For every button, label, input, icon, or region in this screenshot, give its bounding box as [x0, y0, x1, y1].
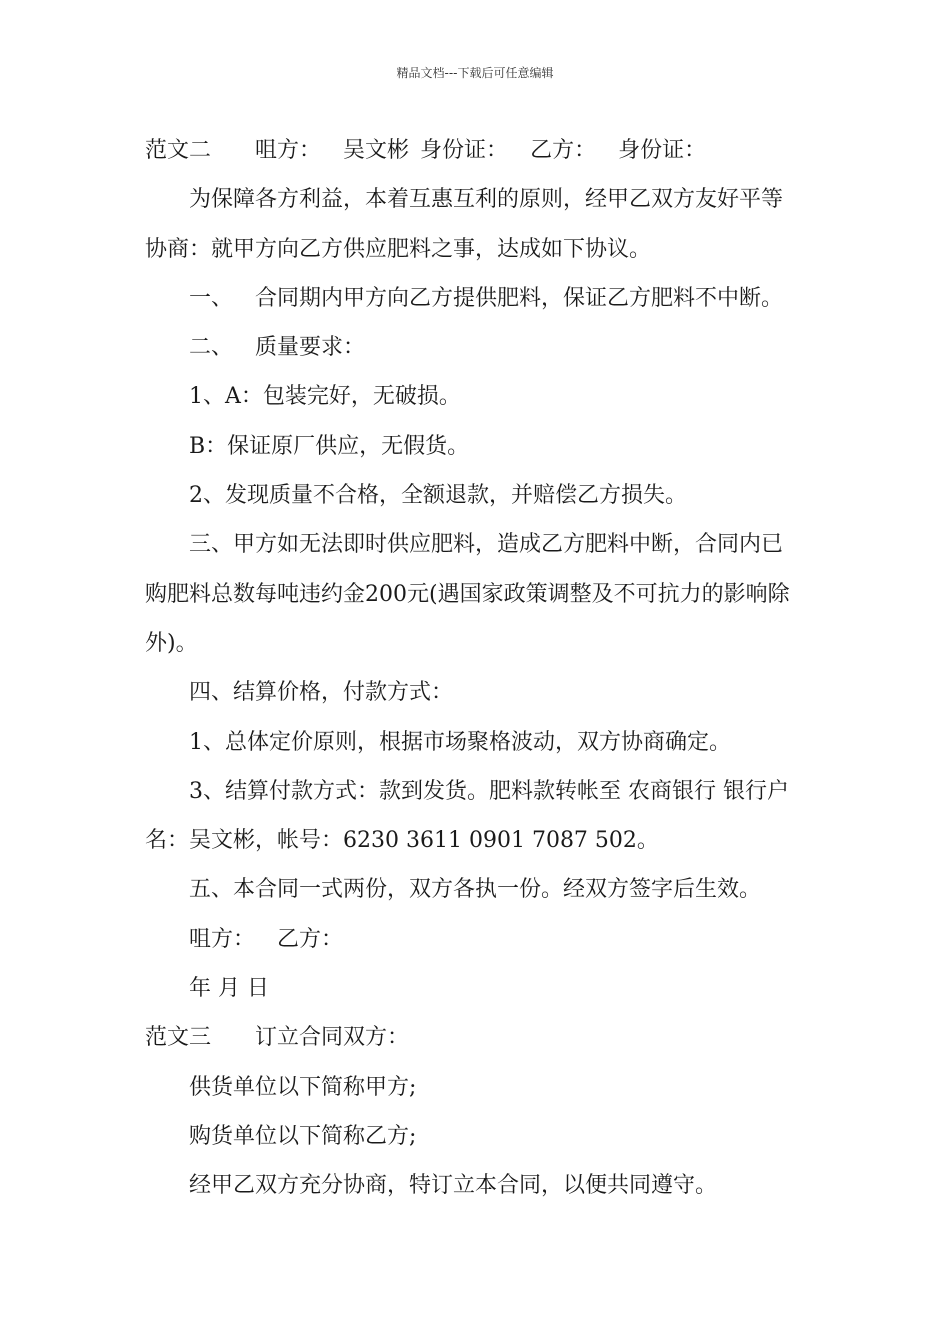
clause-2-text: 质量要求： — [255, 335, 366, 361]
fanwen3-parties-label: 订立合同双方： — [255, 1025, 410, 1051]
clause-2-item-2: 2、发现质量不合格，全额退款，并赔偿乙方损失。 — [189, 483, 687, 509]
clause-4-item-3-line-1: 3、结算付款方式：款到发货。肥料款转帐至 农商银行 银行户 — [189, 778, 789, 804]
date-line: 年 月 日 — [189, 976, 269, 1002]
fanwen3-preamble: 经甲乙双方充分协商，特订立本合同，以便共同遵守。 — [189, 1173, 718, 1199]
clause-1-number: 一、 — [189, 285, 234, 311]
clause-1 — [145, 274, 807, 323]
clause-4-item-3-line-2: 名：吴文彬，帐号：6230 3611 0901 7087 502。 — [145, 828, 659, 854]
supplier-definition: 供货单位以下简称甲方; — [189, 1074, 417, 1100]
party-a-id-label: 身份证： — [420, 138, 509, 163]
clause-2-item-1a: 1、A：包装完好，无破损。 — [189, 384, 461, 410]
clause-1-text: 合同期内甲方向乙方提供肥料，保证乙方肥料不中断。 — [255, 285, 784, 311]
buyer-definition: 购货单位以下简称乙方; — [189, 1123, 417, 1149]
clause-4-item-1: 1、总体定价原则，根据市场聚格波动，双方协商确定。 — [189, 729, 731, 755]
signature-line — [145, 915, 807, 964]
page-header: 精品文档---下载后可任意编辑 — [396, 66, 554, 80]
preamble-line-1: 为保障各方利益，本着互惠互利的原则，经甲乙双方友好平等 — [189, 187, 784, 213]
section-title-fanwen3: 范文三 — [145, 1025, 212, 1051]
clause-5: 五、本合同一式两份，双方各执一份。经双方签字后生效。 — [189, 877, 762, 903]
document-body — [145, 126, 807, 1211]
party-a-name: 吴文彬 — [343, 138, 410, 163]
clause-3-line-1: 三、甲方如无法即时供应肥料，造成乙方肥料中断，合同内已 — [189, 532, 784, 558]
signature-party-a: 咀方： — [189, 926, 256, 952]
preamble-line-2: 协商：就甲方向乙方供应肥料之事，达成如下协议。 — [145, 236, 652, 262]
fanwen3-parties-line — [145, 1013, 807, 1062]
clause-2-item-1b: B：保证原厂供应，无假货。 — [189, 433, 470, 459]
party-a-label: 咀方： — [255, 138, 322, 163]
section-title-fanwen2: 范文二 — [145, 138, 212, 163]
clause-3-line-2: 购肥料总数每吨违约金200元(遇国家政策调整及不可抗力的影响除 — [145, 581, 790, 607]
signature-party-b: 乙方： — [277, 926, 344, 952]
contract-parties-line — [145, 126, 807, 175]
clause-2 — [145, 323, 807, 372]
clause-2-number: 二、 — [189, 335, 234, 361]
clause-4: 四、结算价格，付款方式： — [189, 680, 454, 706]
clause-3-line-3: 外)。 — [145, 630, 198, 656]
party-b-id-label: 身份证： — [618, 138, 707, 163]
party-b-label: 乙方： — [530, 138, 597, 163]
